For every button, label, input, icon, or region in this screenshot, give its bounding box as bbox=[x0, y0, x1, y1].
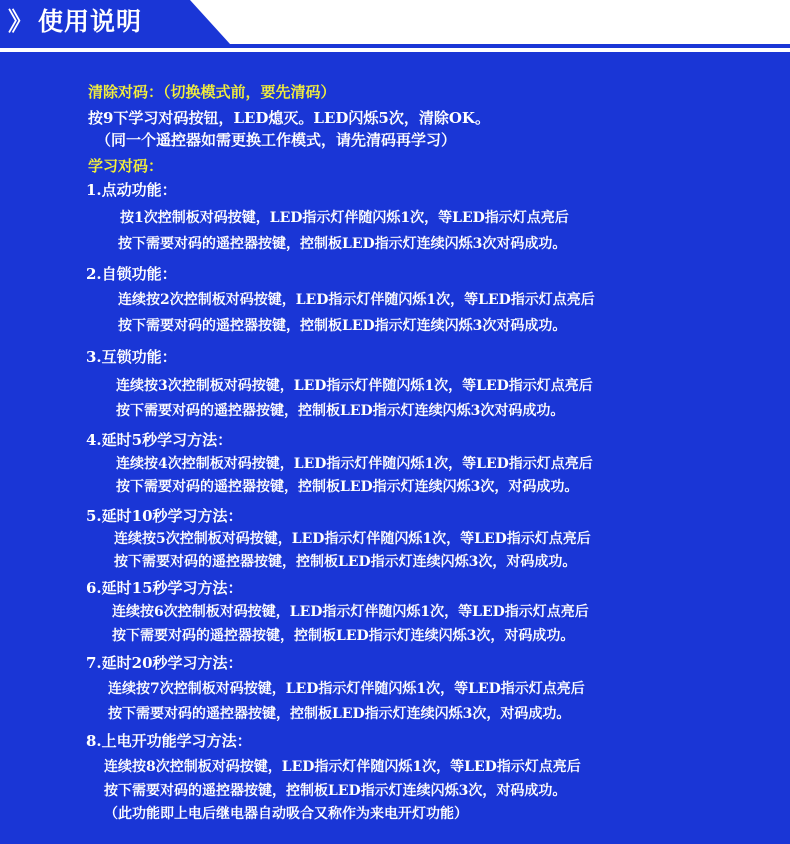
mode-step: 连续按2次控制板对码按键，LED指示灯伴随闪烁1次，等LED指示灯点亮后 bbox=[118, 292, 595, 308]
mode-step: 按下需要对码的遥控器按键，控制板LED指示灯连续闪烁3次对码成功。 bbox=[118, 236, 567, 252]
mode-step: 连续按7次控制板对码按键，LED指示灯伴随闪烁1次，等LED指示灯点亮后 bbox=[108, 681, 585, 697]
instructions-panel bbox=[0, 52, 790, 844]
clear-step: 按9下学习对码按钮，LED熄灭。LED闪烁5次，清除OK。 bbox=[88, 109, 490, 127]
header-divider bbox=[0, 44, 790, 48]
mode-step: 连续按8次控制板对码按键，LED指示灯伴随闪烁1次，等LED指示灯点亮后 bbox=[104, 759, 581, 775]
mode-step: 按下需要对码的遥控器按键，控制板LED指示灯连续闪烁3次，对码成功。 bbox=[114, 554, 577, 570]
mode-title: 2.自锁功能： bbox=[86, 265, 177, 283]
mode-step: 按下需要对码的遥控器按键，控制板LED指示灯连续闪烁3次，对码成功。 bbox=[108, 706, 571, 722]
mode-title: 5.延时10秒学习方法： bbox=[86, 507, 243, 525]
mode-note: （此功能即上电后继电器自动吸合又称作为来电开灯功能） bbox=[104, 806, 468, 822]
mode-title: 6.延时15秒学习方法： bbox=[86, 579, 243, 597]
mode-step: 按下需要对码的遥控器按键，控制板LED指示灯连续闪烁3次，对码成功。 bbox=[112, 628, 575, 644]
mode-step: 连续按5次控制板对码按键，LED指示灯伴随闪烁1次，等LED指示灯点亮后 bbox=[114, 531, 591, 547]
clear-note: （同一个遥控器如需更换工作模式，请先清码再学习） bbox=[96, 131, 457, 149]
mode-title: 1.点动功能： bbox=[86, 181, 177, 199]
page-header bbox=[0, 0, 790, 48]
clear-heading: 清除对码：（切换模式前，要先清码） bbox=[88, 83, 336, 101]
mode-step: 按下需要对码的遥控器按键，控制板LED指示灯连续闪烁3次对码成功。 bbox=[116, 403, 565, 419]
mode-step: 连续按3次控制板对码按键，LED指示灯伴随闪烁1次，等LED指示灯点亮后 bbox=[116, 378, 593, 394]
mode-step: 按下需要对码的遥控器按键，控制板LED指示灯连续闪烁3次，对码成功。 bbox=[116, 479, 579, 495]
mode-title: 8.上电开功能学习方法： bbox=[86, 732, 252, 750]
mode-step: 连续按6次控制板对码按键，LED指示灯伴随闪烁1次，等LED指示灯点亮后 bbox=[112, 604, 589, 620]
mode-step: 按下需要对码的遥控器按键，控制板LED指示灯连续闪烁3次，对码成功。 bbox=[104, 783, 567, 799]
mode-title: 4.延时5秒学习方法： bbox=[86, 431, 233, 449]
page-title-text: 使用说明 bbox=[38, 7, 143, 36]
mode-title: 3.互锁功能： bbox=[86, 348, 177, 366]
page-title bbox=[8, 4, 142, 40]
mode-step: 按1次控制板对码按键，LED指示灯伴随闪烁1次，等LED指示灯点亮后 bbox=[120, 210, 569, 226]
mode-step: 按下需要对码的遥控器按键，控制板LED指示灯连续闪烁3次对码成功。 bbox=[118, 318, 567, 334]
mode-title: 7.延时20秒学习方法： bbox=[86, 654, 243, 672]
learn-heading: 学习对码： bbox=[88, 157, 164, 175]
double-chevron-icon: 》 bbox=[8, 7, 35, 36]
mode-step: 连续按4次控制板对码按键，LED指示灯伴随闪烁1次，等LED指示灯点亮后 bbox=[116, 456, 593, 472]
